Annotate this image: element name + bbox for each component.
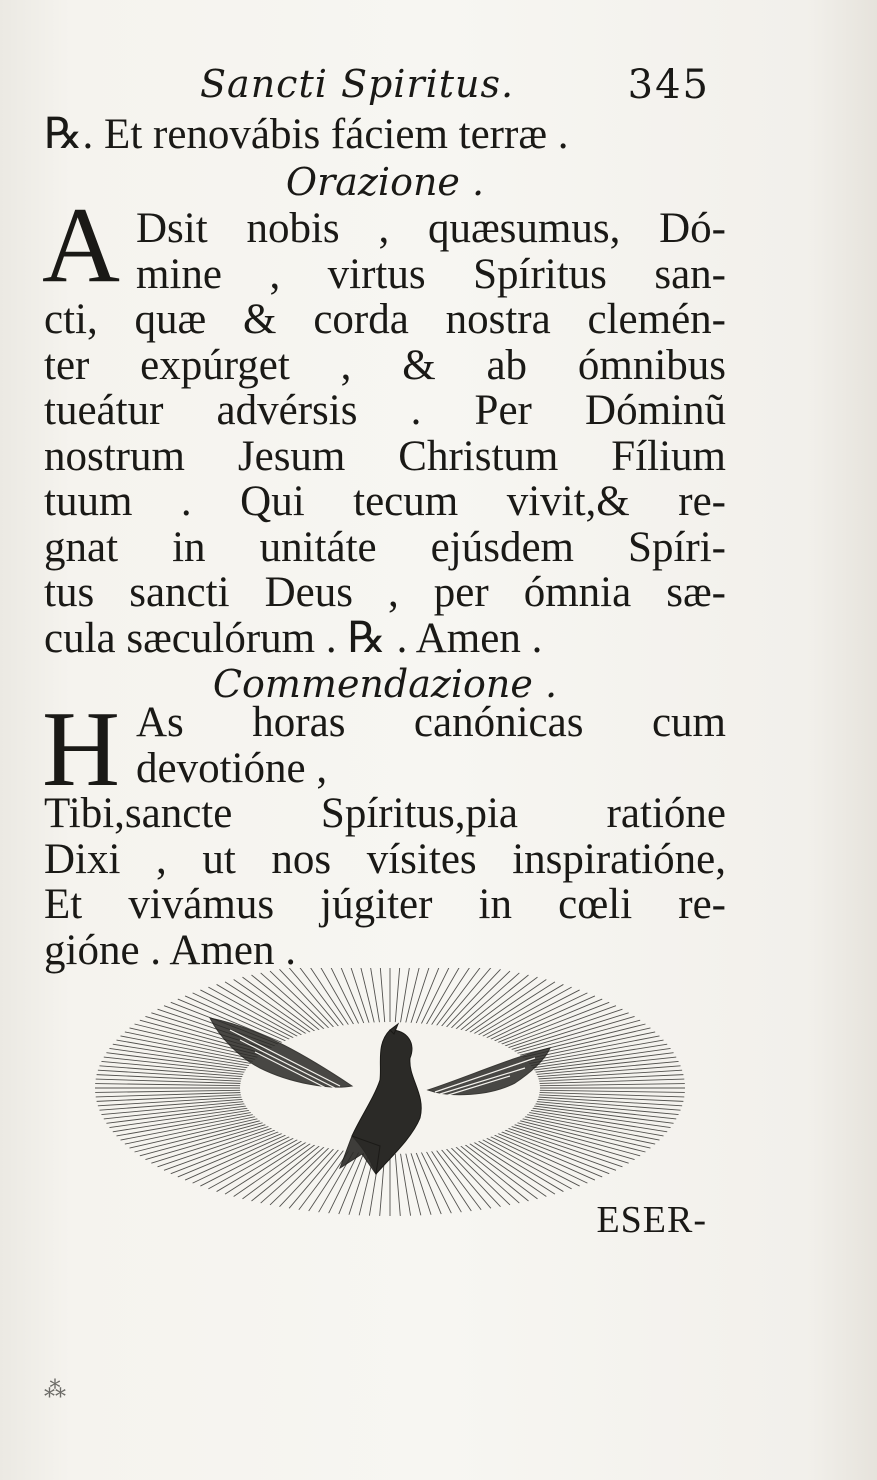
commendazione-heading: Commendazione . xyxy=(212,662,558,706)
orazione-dropcap: A xyxy=(42,186,120,305)
paragraph-line: Et vivámus júgiter in cœli re- xyxy=(44,881,726,928)
orazione-paragraph xyxy=(44,206,726,661)
dove-vignette xyxy=(90,968,690,1228)
paragraph-line: gnat in unitáte ejúsdem Spíri- xyxy=(44,523,726,571)
orazione-heading: Orazione . xyxy=(285,160,485,204)
paragraph-line: Dixi , ut nos vísites inspiratióne, xyxy=(44,835,726,883)
paragraph-line: tueátur advérsis . Per Dóminũ xyxy=(44,387,726,434)
paragraph-line: ter expúrget , & ab ómnibus xyxy=(44,341,726,389)
paragraph-line: Dsit nobis , quæsumus, Dó- xyxy=(136,205,726,252)
paragraph-line: tuum . Qui tecum vivit,& re- xyxy=(44,478,726,525)
response-line: ℞. Et renovábis fáciem terræ . xyxy=(44,111,569,158)
paragraph-line: cula sæculórum . ℞ . Amen . xyxy=(44,614,543,662)
commendazione-paragraph xyxy=(42,690,726,974)
paragraph-line: tus sancti Deus , per ómnia sæ- xyxy=(44,569,726,616)
paragraph-line: mine , virtus Spíritus san- xyxy=(136,250,726,298)
running-title: Sancti Spiritus. xyxy=(200,62,515,106)
paragraph-line: gióne . Amen . xyxy=(44,926,296,974)
response-line-block xyxy=(44,112,726,158)
paragraph-line: devotióne , xyxy=(136,744,328,792)
catchword: ESER- xyxy=(596,1199,707,1241)
page-header xyxy=(200,62,710,112)
page-number: 345 xyxy=(627,62,710,108)
paragraph-line: As horas canónicas cum xyxy=(136,699,726,746)
paragraph-line: nostrum Jesum Christum Fílium xyxy=(44,432,726,480)
commendazione-dropcap: H xyxy=(42,690,120,809)
ink-smudge: ⁂ xyxy=(44,1378,66,1403)
paragraph-line: Tibi,sancte Spíritus,pia ratióne xyxy=(44,790,726,837)
paragraph-line: cti, quæ & corda nostra clemén- xyxy=(44,296,726,343)
